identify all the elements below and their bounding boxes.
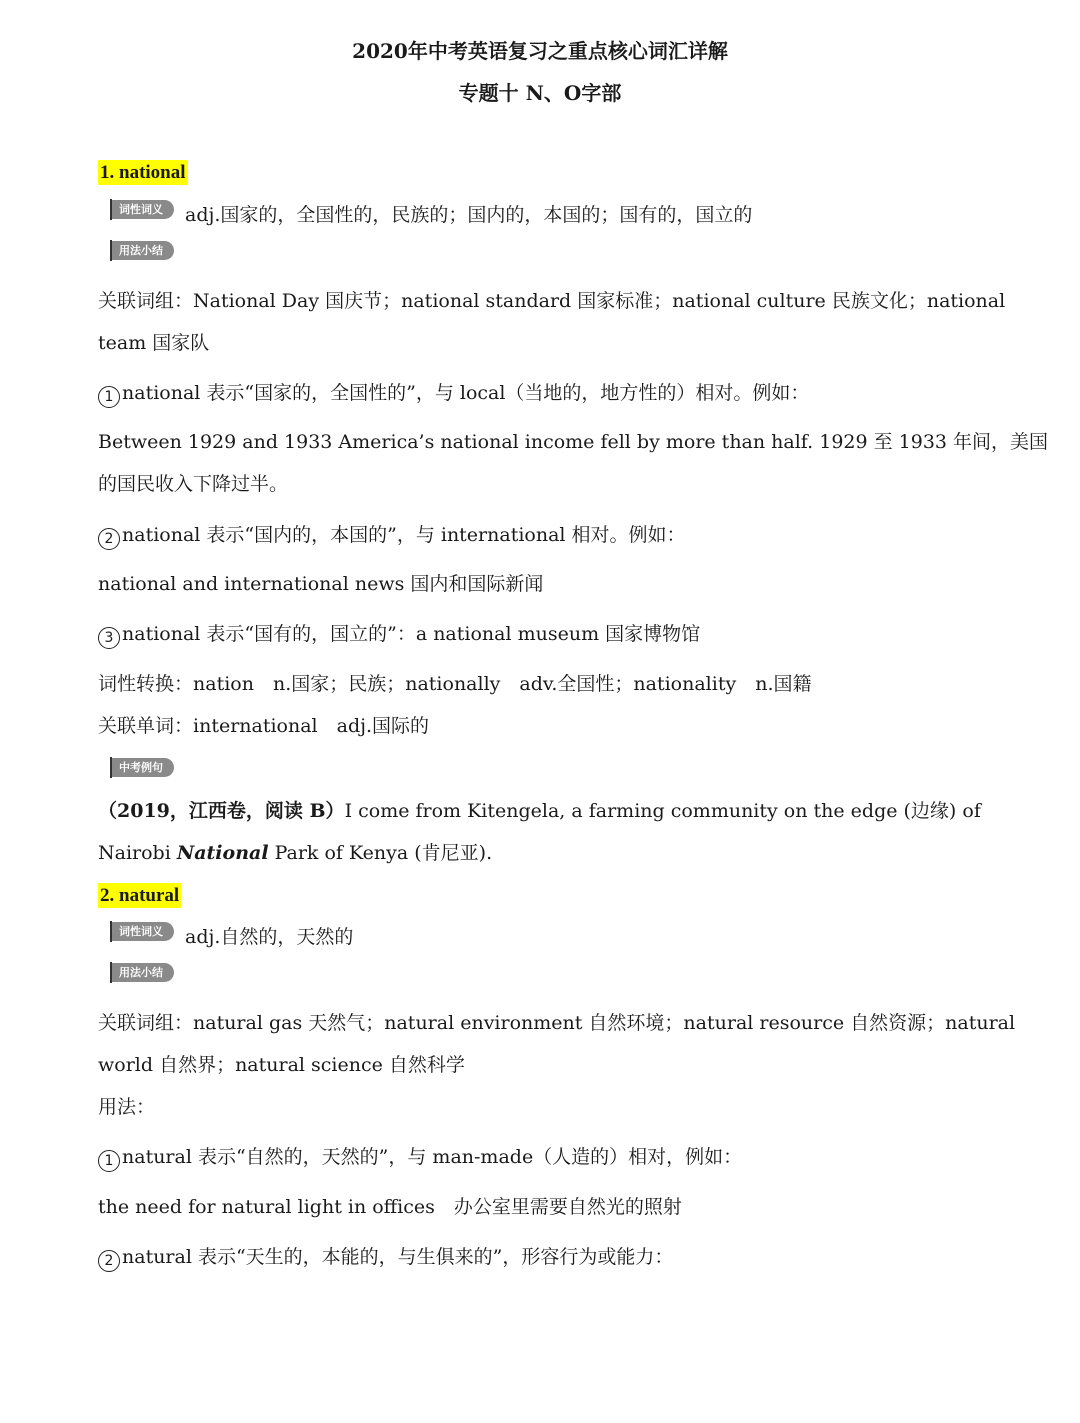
entry1-usage3: 3 national 表示“国有的，国立的”：a national museum 国家博物馆: [98, 622, 700, 649]
circled-number: 3: [98, 627, 120, 649]
exam-source: （2019，江西卷，阅读 B）: [98, 800, 345, 822]
entry1-phrases-line2: team 国家队: [98, 332, 210, 354]
page-title: 2020年中考英语复习之重点核心词汇详解: [352, 39, 728, 63]
circled-number: 2: [98, 528, 120, 550]
usage-summary-tag: 用法小结: [98, 963, 174, 982]
entry1-usage2: 2 national 表示“国内的，本国的”，与 international 相对。例如：: [98, 523, 686, 550]
pos-meaning-tag: 词性词义: [98, 200, 174, 219]
entry1-usage2-example: national and international news 国内和国际新闻: [98, 573, 544, 595]
entry2-usage1-example: the need for natural light in offices 办公室里需要自然光的照射: [98, 1196, 682, 1218]
entry1-usage1-example-line1: Between 1929 and 1933 America’s national income fell by more than half. 1929 至 1933 年间，美国: [98, 431, 1049, 453]
entry1-exam-line1: （2019，江西卷，阅读 B）I come from Kitengela, a farming community on the edge (边缘) of: [98, 800, 981, 822]
pos-meaning-tag: 词性词义: [98, 922, 174, 941]
entry1-conversion: 词性转换：nation n.国家；民族；nationally adv.全国性；nationality n.国籍: [98, 673, 812, 695]
entry1-definition: adj.国家的，全国性的，民族的；国内的，本国的；国有的，国立的: [185, 204, 753, 226]
exam-example-tag: 中考例句: [98, 758, 174, 777]
entry1-exam-line2: Nairobi National Park of Kenya (肯尼亚).: [98, 842, 493, 864]
entry2-definition: adj.自然的，天然的: [185, 926, 354, 948]
entry-heading-national: 1. national: [100, 162, 186, 183]
entry2-usage-label: 用法：: [98, 1096, 156, 1118]
circled-number: 1: [98, 1150, 120, 1172]
entry2-usage2: 2 natural 表示“天生的，本能的，与生俱来的”，形容行为或能力：: [98, 1245, 673, 1272]
entry2-phrases-line1: 关联词组：natural gas 天然气；natural environment 自然环境；natural resource 自然资源；natural: [98, 1012, 1016, 1034]
circled-number: 1: [98, 386, 120, 408]
circled-number: 2: [98, 1250, 120, 1272]
entry1-usage1: 1 national 表示“国家的，全国性的”，与 local（当地的，地方性的）相对。例如：: [98, 381, 809, 408]
entry1-related-word: 关联单词：international adj.国际的: [98, 715, 430, 737]
entry2-usage1: 1 natural 表示“自然的，天然的”，与 man-made（人造的）相对，例如：: [98, 1145, 742, 1172]
entry2-phrases-line2: world 自然界；natural science 自然科学: [98, 1054, 465, 1076]
page-subtitle: 专题十 N、O字部: [458, 81, 622, 105]
usage-summary-tag: 用法小结: [98, 241, 174, 260]
entry-heading-natural: 2. natural: [100, 885, 180, 906]
entry1-phrases-line1: 关联词组：National Day 国庆节；national standard 国家标准；national culture 民族文化；national: [98, 290, 1006, 312]
emphasized-word: National: [176, 842, 269, 864]
entry1-usage1-example-line2: 的国民收入下降过半。: [98, 473, 289, 495]
